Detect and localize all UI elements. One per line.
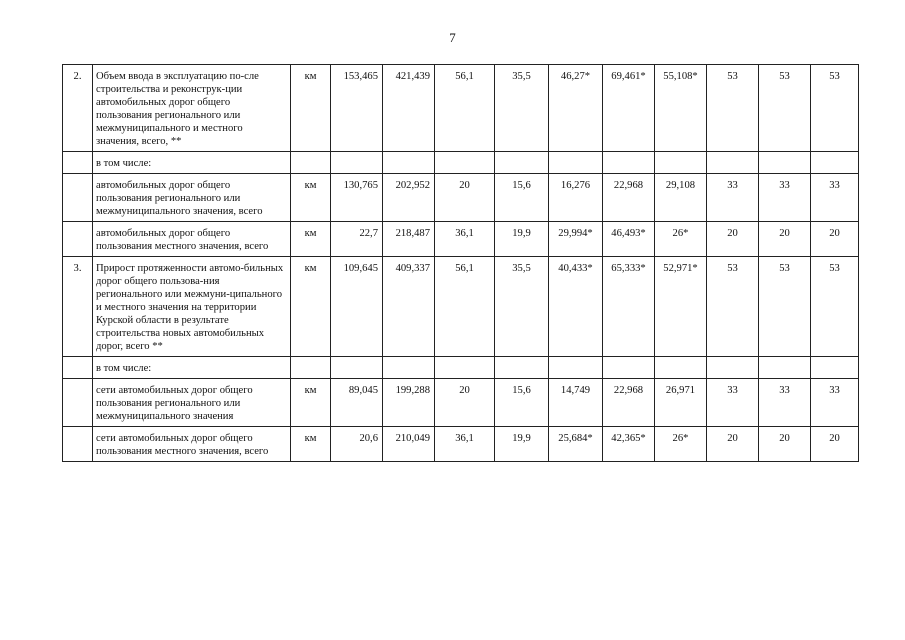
value-cell: 33	[811, 379, 859, 427]
row-number	[63, 427, 93, 462]
value-cell: 89,045	[331, 379, 383, 427]
indicator-name: в том числе:	[93, 152, 291, 174]
value-cell	[549, 357, 603, 379]
indicator-name: в том числе:	[93, 357, 291, 379]
value-cell: 20,6	[331, 427, 383, 462]
value-cell	[655, 152, 707, 174]
value-cell: 53	[811, 257, 859, 357]
value-cell: 33	[759, 174, 811, 222]
value-cell: 46,493*	[603, 222, 655, 257]
value-cell: 22,968	[603, 379, 655, 427]
value-cell	[811, 357, 859, 379]
value-cell: 409,337	[383, 257, 435, 357]
value-cell: 16,276	[549, 174, 603, 222]
value-cell: 42,365*	[603, 427, 655, 462]
unit-cell: км	[291, 65, 331, 152]
value-cell: 26*	[655, 427, 707, 462]
value-cell: 421,439	[383, 65, 435, 152]
table-row	[63, 65, 859, 152]
value-cell: 53	[759, 257, 811, 357]
value-cell: 35,5	[495, 257, 549, 357]
unit-cell: км	[291, 222, 331, 257]
table-row	[63, 357, 859, 379]
value-cell: 36,1	[435, 427, 495, 462]
value-cell	[603, 152, 655, 174]
value-cell	[759, 152, 811, 174]
table-row	[63, 257, 859, 357]
row-number: 2.	[63, 65, 93, 152]
unit-cell: км	[291, 427, 331, 462]
value-cell: 26*	[655, 222, 707, 257]
value-cell	[603, 357, 655, 379]
row-number	[63, 357, 93, 379]
value-cell: 65,333*	[603, 257, 655, 357]
value-cell: 218,487	[383, 222, 435, 257]
value-cell: 22,7	[331, 222, 383, 257]
unit-cell: км	[291, 257, 331, 357]
value-cell: 33	[811, 174, 859, 222]
value-cell: 14,749	[549, 379, 603, 427]
value-cell: 33	[707, 174, 759, 222]
value-cell: 20	[759, 427, 811, 462]
value-cell: 29,994*	[549, 222, 603, 257]
value-cell	[383, 152, 435, 174]
value-cell: 20	[707, 222, 759, 257]
row-number	[63, 174, 93, 222]
row-number: 3.	[63, 257, 93, 357]
indicator-name: сети автомобильных дорог общего пользования местного значения, всего	[93, 427, 291, 462]
value-cell: 53	[707, 257, 759, 357]
value-cell: 29,108	[655, 174, 707, 222]
unit-cell	[291, 357, 331, 379]
indicator-name: автомобильных дорог общего пользования местного значения, всего	[93, 222, 291, 257]
value-cell: 26,971	[655, 379, 707, 427]
unit-cell: км	[291, 174, 331, 222]
value-cell	[495, 357, 549, 379]
value-cell: 46,27*	[549, 65, 603, 152]
value-cell: 130,765	[331, 174, 383, 222]
value-cell: 153,465	[331, 65, 383, 152]
value-cell: 20	[811, 222, 859, 257]
page-number: 7	[449, 30, 456, 45]
value-cell: 20	[759, 222, 811, 257]
unit-cell	[291, 152, 331, 174]
value-cell: 19,9	[495, 427, 549, 462]
table-row	[63, 152, 859, 174]
value-cell: 36,1	[435, 222, 495, 257]
value-cell: 69,461*	[603, 65, 655, 152]
value-cell	[331, 152, 383, 174]
indicator-name: сети автомобильных дорог общего пользования регионального или межмуниципального значения	[93, 379, 291, 427]
value-cell: 55,108*	[655, 65, 707, 152]
value-cell	[759, 357, 811, 379]
value-cell: 25,684*	[549, 427, 603, 462]
value-cell: 199,288	[383, 379, 435, 427]
value-cell: 15,6	[495, 379, 549, 427]
value-cell	[383, 357, 435, 379]
value-cell: 33	[707, 379, 759, 427]
value-cell: 20	[811, 427, 859, 462]
table-row	[63, 222, 859, 257]
row-number	[63, 379, 93, 427]
value-cell	[655, 357, 707, 379]
value-cell: 20	[707, 427, 759, 462]
value-cell: 202,952	[383, 174, 435, 222]
value-cell: 210,049	[383, 427, 435, 462]
value-cell: 52,971*	[655, 257, 707, 357]
table-row	[63, 379, 859, 427]
value-cell	[811, 152, 859, 174]
value-cell: 53	[759, 65, 811, 152]
value-cell	[435, 357, 495, 379]
row-number	[63, 222, 93, 257]
value-cell: 40,433*	[549, 257, 603, 357]
value-cell	[707, 152, 759, 174]
value-cell	[331, 357, 383, 379]
unit-cell: км	[291, 379, 331, 427]
indicator-name: Объем ввода в эксплуатацию по-сле строительства и реконструк-ции автомобильных дорог общего пользования регионального или межмуниципального и местного значения, всего, **	[93, 65, 291, 152]
value-cell: 56,1	[435, 257, 495, 357]
indicator-name: автомобильных дорог общего пользования регионального или межмуниципального значения, всего	[93, 174, 291, 222]
value-cell	[707, 357, 759, 379]
value-cell: 109,645	[331, 257, 383, 357]
value-cell: 53	[811, 65, 859, 152]
indicator-name: Прирост протяженности автомо-бильных дорог общего пользова-ния регионального или межмуни-ципального и местного значения на территории Курской области в результате строительства новых автомобильных дорог, всего **	[93, 257, 291, 357]
value-cell: 33	[759, 379, 811, 427]
value-cell: 20	[435, 174, 495, 222]
table-row	[63, 427, 859, 462]
value-cell	[435, 152, 495, 174]
value-cell: 35,5	[495, 65, 549, 152]
value-cell: 56,1	[435, 65, 495, 152]
indicators-table	[62, 64, 859, 462]
value-cell	[495, 152, 549, 174]
value-cell: 22,968	[603, 174, 655, 222]
value-cell: 15,6	[495, 174, 549, 222]
value-cell: 53	[707, 65, 759, 152]
table-row	[63, 174, 859, 222]
value-cell: 20	[435, 379, 495, 427]
value-cell	[549, 152, 603, 174]
value-cell: 19,9	[495, 222, 549, 257]
row-number	[63, 152, 93, 174]
